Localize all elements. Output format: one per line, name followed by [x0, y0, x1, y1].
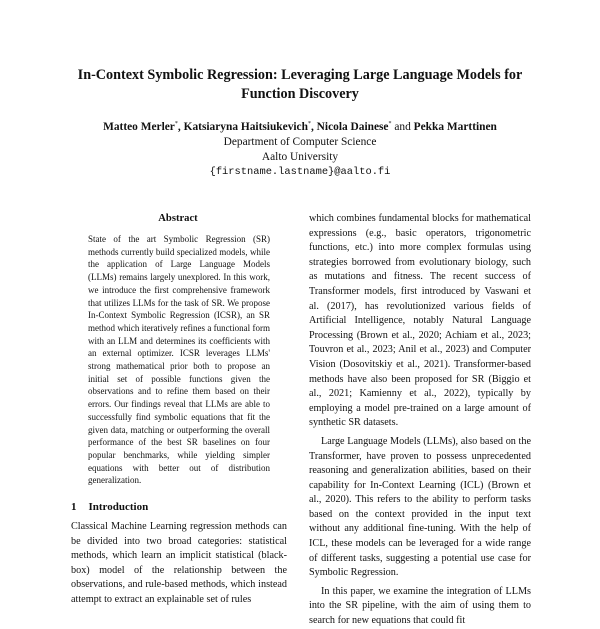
abstract-heading: Abstract: [158, 213, 198, 224]
body-paragraph: Large Language Models (LLMs), also based on the Transformer, have proven to possess unprecedented reasoning and generalization abilities, based on their capability for In-Context Learning (ICL) (Brown et al., 2020). This refers to the ability to perform tasks based on the context provided in the input text without any additional fine-tuning. With the help of ICL, these models can be leveraged for a wide range of different tasks, suggesting a potential use case for Symbolic Regression.: [309, 435, 531, 579]
author-list: Matteo Merler*, Katsiaryna Haitsiukevich*, Nicola Dainese* and Pekka Marttinen: [103, 121, 497, 133]
author-mark: *: [174, 121, 178, 127]
intro-paragraph: Classical Machine Learning regression methods can be divided into two broad categories: statistical methods, which learn an implicit statistical (black-box) model of the relationship between the observations, and rule-based methods, which instead attempt to extract an explainable set of rules: [71, 521, 287, 605]
paper-title: In-Context Symbolic Regression: Leveraging Large Language Models for Function Discovery: [77, 67, 523, 102]
abstract-text: State of the art Symbolic Regression (SR) methods currently build specialized models, while the application of Large Language Models (LLMs) remains largely unexplored. In this work, we introduce the first comprehensive framework that utilizes LLMs for the task of SR. We propose In-Context Symbolic Regression (ICSR), an SR method which iteratively refines a functional form with an LLM and determines its coefficients with an external optimizer. ICSR leverages LLMs' strong mathematical prior both to propose an initial set of possible functions given the observations and to refine them based on their errors. Our findings reveal that LLMs are able to successfully find symbolic equations that fit the given data, matching or outperforming the overall performance of the best SR baselines on four popular benchmarks, while yielding simpler equations with better out of distribution generalization.: [88, 234, 270, 486]
section-number: 1: [71, 501, 77, 513]
author-mark: *: [307, 121, 311, 127]
author-and: and: [394, 121, 411, 133]
author-email: {firstname.lastname}@aalto.fi: [209, 166, 391, 178]
department: Department of Computer Science: [223, 136, 377, 148]
author-name: Katsiaryna Haitsiukevich: [183, 121, 308, 133]
author-mark: *: [388, 121, 392, 127]
university: Aalto University: [261, 151, 339, 163]
right-column: [309, 212, 531, 627]
section-title: Introduction: [88, 501, 149, 513]
author-name: Nicola Dainese: [316, 121, 389, 133]
author-name: Matteo Merler: [103, 121, 175, 133]
author-name: Pekka Marttinen: [413, 121, 497, 133]
body-paragraph: In this paper, we examine the integration of LLMs into the SR pipeline, with the aim of using them to search for new equations that could fit: [309, 585, 531, 627]
section-heading: [71, 501, 148, 513]
body-paragraph: which combines fundamental blocks for mathematical expressions (e.g., basic operators, trigonometric functions, etc.) into more complex formulas using strategies borrowed from evolutionary biology, such as mutations and fitness. The recent success of Transformer models, first introduced by Vaswani et al. (2017), has revolutionized various fields of Artificial Intelligence, notably Natural Language Processing (Brown et al., 2020; Achiam et al., 2023; Touvron et al., 2023; Anil et al., 2023) and Computer Vision (Dosovitskiy et al., 2021). Transformer-based methods have also been proposed for SR (Biggio et al., 2021; Kamienny et al., 2022), typically by employing a model pre-trained on a large amount of synthetic SR datasets.: [309, 213, 531, 429]
